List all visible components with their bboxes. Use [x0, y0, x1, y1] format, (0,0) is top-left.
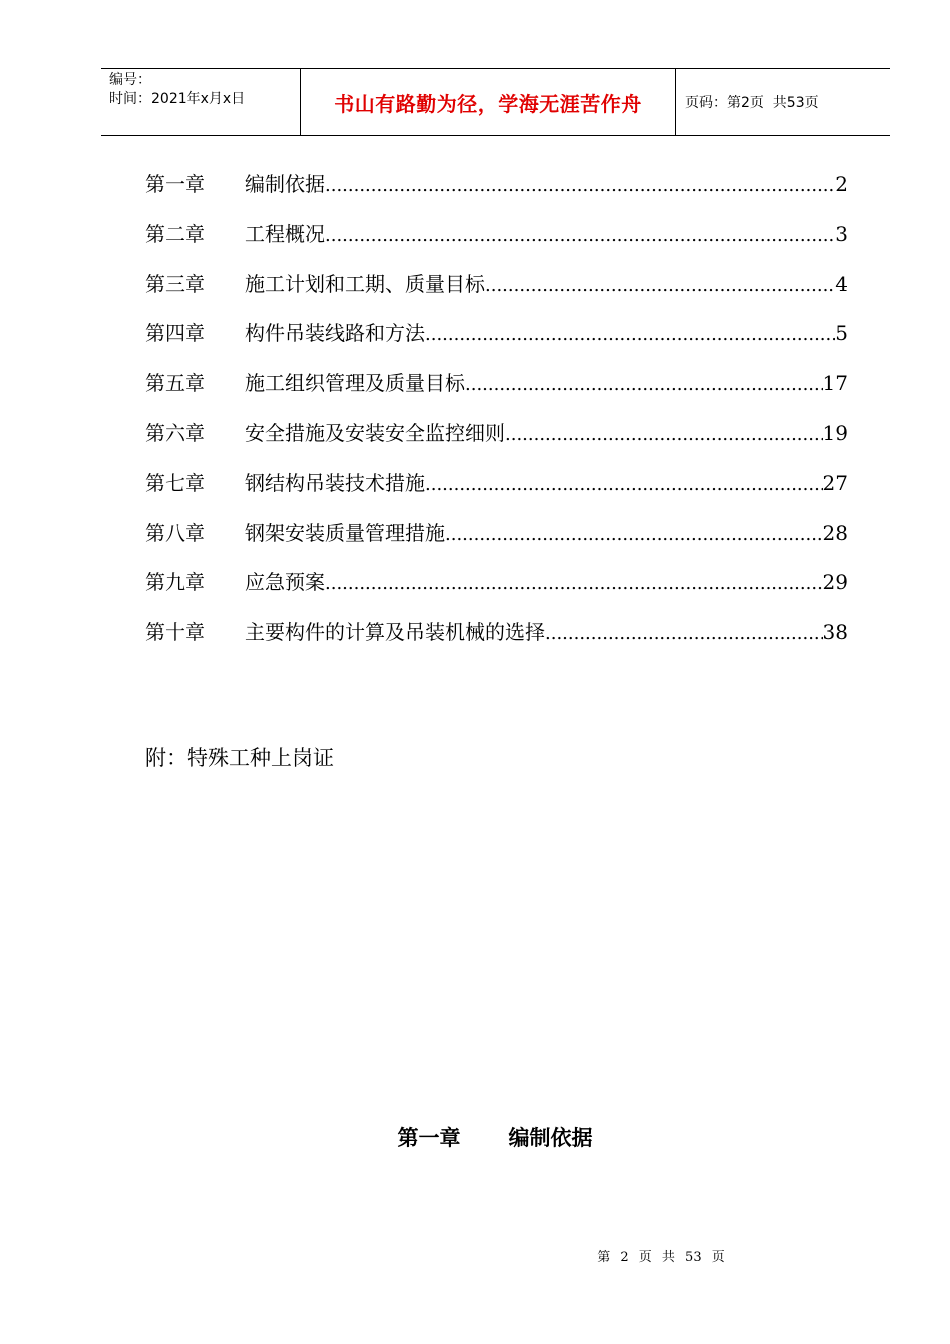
toc-entry[interactable]	[145, 618, 848, 668]
toc-leader-dots	[325, 222, 835, 250]
chapter-heading-number: 第一章	[397, 1126, 461, 1150]
chapter-heading	[0, 1122, 950, 1152]
toc-leader-dots	[485, 272, 835, 300]
toc-chapter-number: 第六章	[145, 420, 205, 445]
toc-chapter-number: 第一章	[145, 172, 205, 196]
toc-leader-dots	[545, 620, 823, 648]
header-meta	[101, 69, 301, 135]
toc-title: 施工计划和工期、质量目标	[245, 271, 485, 296]
toc-chapter-number: 第九章	[145, 570, 205, 595]
appendix-note: 附：特殊工种上岗证	[145, 746, 334, 770]
toc-title: 施工组织管理及质量目标	[245, 371, 465, 396]
toc-title: 主要构件的计算及吊装机械的选择	[245, 620, 545, 645]
header-page-info: 页码：第2页 共53页	[685, 95, 819, 111]
toc-page-number: 3	[835, 221, 848, 246]
toc-entry[interactable]	[145, 270, 848, 320]
toc-chapter-number: 第二章	[145, 221, 205, 246]
toc-page-number: 28	[822, 520, 848, 545]
chapter-heading-title: 编制依据	[508, 1126, 593, 1150]
toc-chapter-number: 第三章	[145, 271, 205, 296]
toc-page-number: 2	[835, 172, 848, 196]
toc-page-number: 27	[822, 470, 848, 495]
toc-entry[interactable]	[145, 419, 848, 469]
toc-leader-dots	[325, 570, 823, 598]
header-number-label: 编号：	[109, 72, 151, 88]
toc-chapter-number: 第十章	[145, 620, 205, 645]
toc-title: 钢结构吊装技术措施	[245, 470, 425, 495]
toc-title: 工程概况	[245, 221, 325, 246]
header-time-label: 时间：2021年x月x日	[109, 91, 246, 107]
toc-leader-dots	[505, 421, 823, 449]
toc-leader-dots	[425, 321, 835, 349]
toc-page-number: 19	[822, 420, 848, 445]
toc-entry[interactable]	[145, 369, 848, 419]
toc-entry[interactable]	[145, 220, 848, 270]
toc-leader-dots	[445, 521, 823, 549]
toc-entry[interactable]	[145, 568, 848, 618]
toc-title: 钢架安装质量管理措施	[245, 520, 445, 545]
toc-leader-dots	[465, 371, 823, 399]
toc-leader-dots	[325, 172, 835, 200]
toc-page-number: 5	[835, 321, 848, 346]
toc-chapter-number: 第八章	[145, 520, 205, 545]
toc-chapter-number: 第七章	[145, 470, 205, 495]
header-motto: 书山有路勤为径，学海无涯苦作舟	[301, 69, 676, 135]
table-of-contents	[145, 170, 848, 668]
toc-page-number: 38	[822, 620, 848, 645]
toc-title: 构件吊装线路和方法	[245, 321, 425, 346]
toc-page-number: 29	[822, 570, 848, 595]
toc-page-number: 4	[835, 271, 848, 296]
toc-page-number: 17	[822, 371, 848, 396]
toc-entry[interactable]	[145, 519, 848, 569]
toc-entry[interactable]	[145, 319, 848, 369]
toc-title: 安全措施及安装安全监控细则	[245, 420, 505, 445]
toc-entry[interactable]	[145, 469, 848, 519]
toc-entry[interactable]	[145, 170, 848, 220]
header-page-info-cell	[676, 69, 890, 135]
page-header	[101, 68, 890, 136]
toc-chapter-number: 第四章	[145, 321, 205, 346]
page-footer: 第 2 页 共 53 页	[597, 1250, 725, 1265]
toc-leader-dots	[425, 471, 823, 499]
toc-title: 编制依据	[245, 172, 325, 196]
toc-title: 应急预案	[245, 570, 325, 595]
toc-chapter-number: 第五章	[145, 371, 205, 396]
